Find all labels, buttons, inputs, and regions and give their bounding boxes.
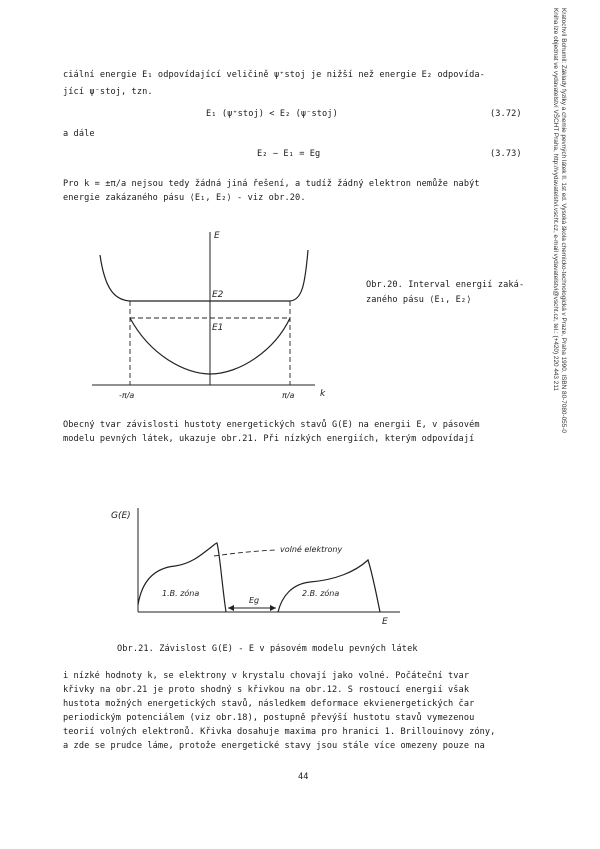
fig20-caption-line-2: zaného pásu ⟨E₁, E₂⟩ [366, 295, 472, 305]
text-p4-line-2: křivky na obr.21 je proto shodný s křivkou na obr.12. S rostoucí energií však [63, 685, 470, 695]
fig21-gap-arrowhead-left [228, 605, 234, 611]
fig21-label-g: G(E) [111, 511, 131, 521]
fig21-gap-arrowhead-right [270, 605, 276, 611]
text-p2-line-2: energie zakázaného pásu ⟨E₁, E₂⟩ - viz obr.20. [63, 193, 306, 203]
fig21-caption: Obr.21. Závislost G(E) - E v pásovém modelu pevných látek [117, 644, 418, 654]
fig20-label-e1: E1 [212, 323, 224, 333]
text-p3-line-2: modelu pevných látek, ukazuje obr.21. Při nízkých energiích, kterým odpovídají [63, 434, 475, 444]
citation-line-2: Kniha lze objednat ve vydavatelství VŠCHT Praha, http://vydavatelstvi.vscht.cz, e-mail vydavatelstvi@vscht.cz, tel.: (+420) 220 443 211 [552, 8, 559, 391]
fig21-free-electron-curve [214, 550, 275, 556]
equation-3-73-number: (3.73) [490, 149, 522, 159]
fig21-zone2-curve [278, 560, 380, 612]
page-number: 44 [298, 772, 309, 782]
fig20-label-k: k [320, 389, 326, 399]
text-p4-line-1: i nízké hodnoty k, se elektrony v krystalu chovají jako volné. Počáteční tvar [63, 671, 470, 681]
equation-3-73: E₂ − E₁ = Eg [257, 149, 321, 159]
text-p2-line-1: Pro k = ±π/a nejsou tedy žádná jiná řešení, a tudíž žádný elektron nemůže nabýt [63, 179, 480, 189]
citation-line-1: Kratochvíl Bohumil: Základy fyziky a chemie pevných látek II. 1st ed. Vysoká škola chemicko-technologická v Praze, Praha 1990. ISBN 80-7080-055-0 [560, 8, 567, 433]
fig21-label-free-electrons: volné elektrony [280, 545, 343, 554]
fig20-label-pi-a: π/a [282, 391, 295, 400]
text-p4-line-3: hustota možných energetických stavů, následkem deformace ekvienergetických čar [63, 699, 475, 709]
fig21-label-eg: Eg [249, 596, 260, 605]
text-p4-line-6: a zde se prudce láme, protože energetické stavy jsou stále více omezeny pouze na [63, 741, 485, 751]
fig21-zone1-curve [138, 543, 226, 612]
fig21-label-zone1: 1.B. zóna [162, 589, 200, 598]
text-line-1: ciální energie E₁ odpovídající veličině ψ⁺stoj je nižší než energie E₂ odpovída- [63, 70, 485, 80]
fig20-caption-line-1: Obr.20. Interval energií zaká- [366, 280, 525, 290]
fig20-label-minus-pi-a: -π/a [119, 391, 135, 400]
fig20-label-e: E [214, 231, 220, 241]
equation-3-72-number: (3.72) [490, 109, 522, 119]
text-p4-line-5: teorií volných elektronů. Křivka dosahuje maxima pro hranici 1. Brillouinovy zóny, [63, 727, 496, 737]
fig21-label-zone2: 2.B. zóna [302, 589, 340, 598]
text-a-dale: a dále [63, 129, 95, 139]
fig20-label-e2: E2 [212, 290, 224, 300]
fig21-label-e: E [382, 617, 388, 627]
equation-3-72: E₁ (ψ⁺stoj) < E₂ (ψ⁻stoj) [206, 109, 338, 119]
text-p3-line-1: Obecný tvar závislosti hustoty energetických stavů G(E) na energii E, v pásovém [63, 420, 480, 430]
text-p4-line-4: periodickým potenciálem (viz obr.18), postupně převýší hustotu stavů vymezenou [63, 713, 475, 723]
text-line-2: jící ψ⁻stoj, tzn. [63, 87, 153, 97]
